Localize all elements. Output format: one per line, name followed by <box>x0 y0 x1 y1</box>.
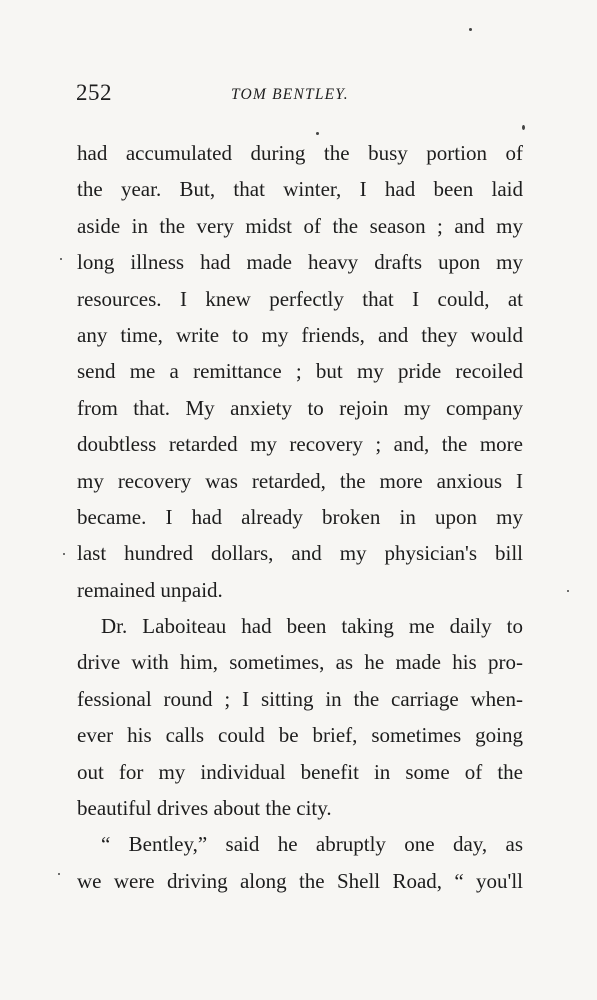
page-header <box>76 80 523 110</box>
text-line: “ Bentley,” said he abruptly one day, as <box>101 832 523 857</box>
ink-speck <box>60 258 62 260</box>
text-line: remained unpaid. <box>77 577 223 602</box>
text-line: became. I had already broken in upon my <box>77 504 523 529</box>
text-line: resources. I knew perfectly that I could, at <box>77 286 523 311</box>
text-line: long illness had made heavy drafts upon my <box>77 250 523 275</box>
body-text <box>77 135 523 899</box>
text-line: ever his calls could be brief, sometimes going <box>77 723 523 748</box>
ink-speck <box>522 125 525 130</box>
text-line: fessional round ; I sitting in the carriage when- <box>77 686 523 711</box>
text-line: send me a remittance ; but my pride recoiled <box>77 359 523 384</box>
text-line: any time, write to my friends, and they would <box>77 322 523 347</box>
ink-speck <box>58 873 60 875</box>
ink-speck <box>316 132 319 135</box>
text-line: Dr. Laboiteau had been taking me daily to <box>101 614 523 639</box>
ink-speck <box>567 590 569 592</box>
text-line: we were driving along the Shell Road, “ you'll <box>77 868 523 893</box>
text-line: the year. But, that winter, I had been laid <box>77 177 523 202</box>
text-line: drive with him, sometimes, as he made his pro- <box>77 650 523 675</box>
ink-speck <box>469 28 472 31</box>
text-line: out for my individual benefit in some of the <box>77 759 523 784</box>
text-line: last hundred dollars, and my physician's bill <box>77 541 523 566</box>
text-line: beautiful drives about the city. <box>77 796 332 821</box>
text-line: from that. My anxiety to rejoin my company <box>77 395 523 420</box>
text-line: my recovery was retarded, the more anxious I <box>77 468 523 493</box>
running-title: TOM BENTLEY. <box>231 86 349 103</box>
page-number: 252 <box>76 80 112 105</box>
text-line: had accumulated during the busy portion of <box>77 141 523 165</box>
text-line: aside in the very midst of the season ; and my <box>77 213 523 238</box>
text-line: doubtless retarded my recovery ; and, the more <box>77 432 523 457</box>
ink-speck <box>63 553 65 555</box>
